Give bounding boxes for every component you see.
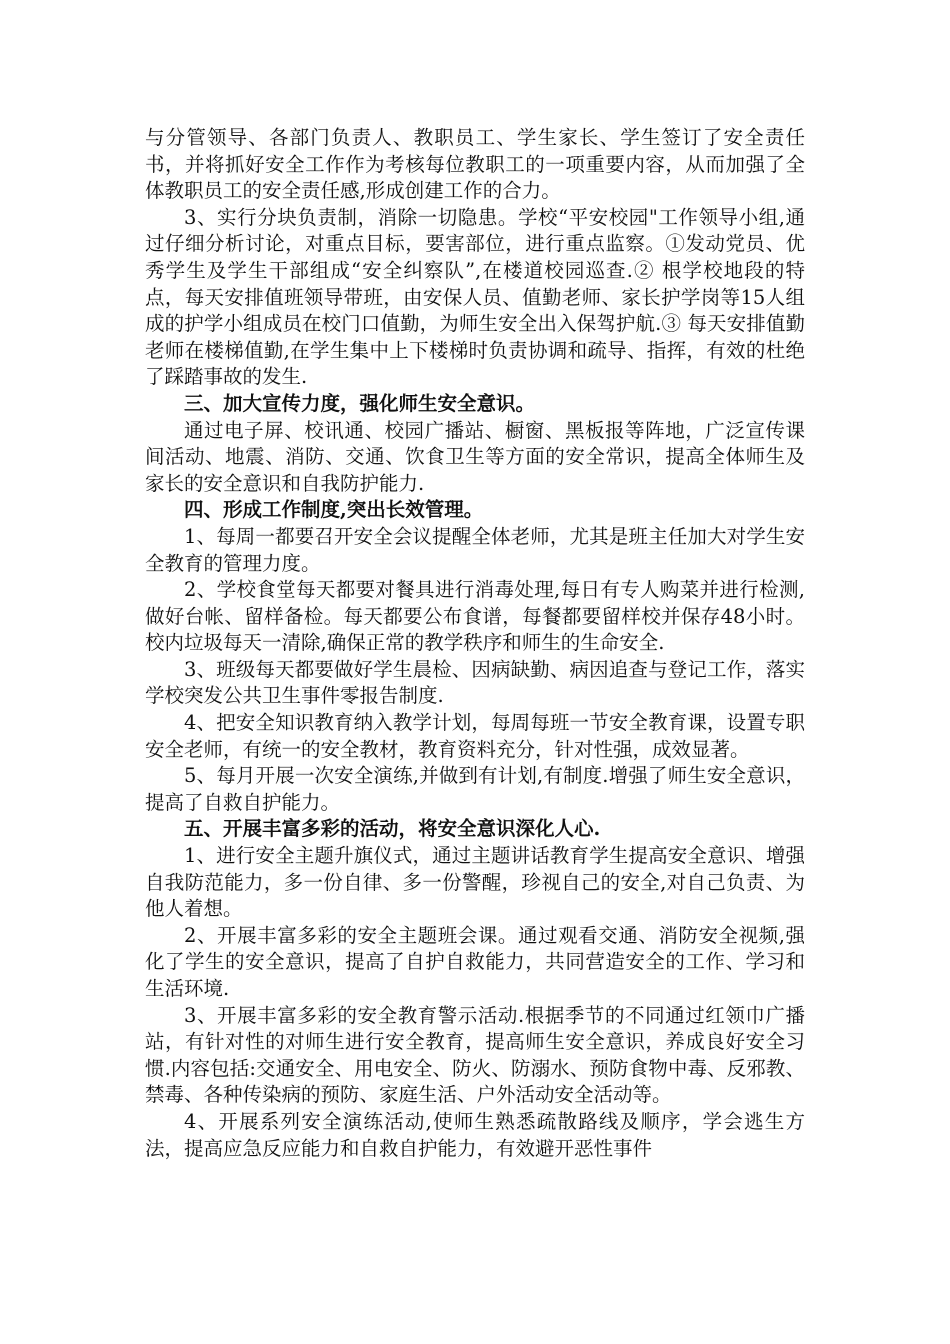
paragraph-5-1: 1、进行安全主题升旗仪式，通过主题讲话教育学生提高安全意识、增强自我防范能力，多一份自律、多一份警醒，珍视自己的安全,对自己负责、为他人着想。 <box>145 844 805 921</box>
paragraph-3: 通过电子屏、校讯通、校园广播站、橱窗、黑板报等阵地，广泛宣传课间活动、地震、消防、交通、饮食卫生等方面的安全常识，提高全体师生及家长的安全意识和自我防护能力. <box>145 418 805 495</box>
paragraph-4-1: 1、每周一都要召开安全会议提醒全体老师，尤其是班主任加大对学生安全教育的管理力度。 <box>145 524 805 575</box>
paragraph-5-2: 2、开展丰富多彩的安全主题班会课。通过观看交通、消防安全视频,强化了学生的安全意识，提高了自护自救能力，共同营造安全的工作、学习和生活环境. <box>145 923 805 1000</box>
paragraph-4-2: 2、学校食堂每天都要对餐具进行消毒处理,每日有专人购菜并进行检测,做好台帐、留样备检。每天都要公布食谱，每餐都要留样校并保存48小时。校内垃圾每天一清除,确保正常的教学秩序和师生的生命安全. <box>145 578 805 655</box>
paragraph-5-4: 4、开展系列安全演练活动,使师生熟悉疏散路线及顺序，学会逃生方法，提高应急反应能力和自救自护能力，有效避开恶性事件 <box>145 1109 805 1160</box>
document-page <box>145 125 805 1162</box>
paragraph-5-3: 3、开展丰富多彩的安全教育警示活动.根据季节的不同通过红领巾广播站，有针对性的对师生进行安全教育，提高师生安全意识，养成良好安全习惯.内容包括:交通安全、用电安全、防火、防溺水、预防食物中毒、反邪教、禁毒、各种传染病的预防、家庭生活、户外活动安全活动等。 <box>145 1003 805 1107</box>
section-heading-4: 四、形成工作制度,突出长效管理。 <box>184 498 484 522</box>
section-heading-5: 五、开展丰富多彩的活动，将安全意识深化人心. <box>184 817 601 841</box>
paragraph-4-3: 3、班级每天都要做好学生晨检、因病缺勤、病因追查与登记工作，落实学校突发公共卫生事件零报告制度. <box>145 657 805 708</box>
paragraph-4-4: 4、把安全知识教育纳入教学计划，每周每班一节安全教育课，设置专职安全老师，有统一的安全教材，教育资料充分，针对性强，成效显著。 <box>145 711 805 761</box>
paragraph-2: 3、实行分块负责制，消除一切隐患。学校“平安校园"工作领导小组,通过仔细分析讨论，对重点目标，要害部位，进行重点监察。①发动党员、优秀学生及学生干部组成“安全纠察队”,在楼道校园巡查.② 根学校地段的特点，每天安排值班领导带班，由安保人员、值勤老师、家长护学岗等15人组成的护学小组成员在校门口值勤，为师生安全出入保驾护航.③ 每天安排值勤老师在楼梯值勤,在学生集中上下楼梯时负责协调和疏导、指挥，有效的杜绝了踩踏事故的发生. <box>145 205 805 389</box>
section-heading-3: 三、加大宣传力度，强化师生安全意识。 <box>184 391 536 415</box>
paragraph-1: 与分管领导、各部门负责人、教职员工、学生家长、学生签订了安全责任书，并将抓好安全工作作为考核每位教职工的一项重要内容，从而加强了全体教职员工的安全责任感,形成创建工作的合力。 <box>145 126 805 203</box>
paragraph-4-5: 5、每月开展一次安全演练,并做到有计划,有制度.增强了师生安全意识，提高了自救自护能力。 <box>145 764 805 814</box>
